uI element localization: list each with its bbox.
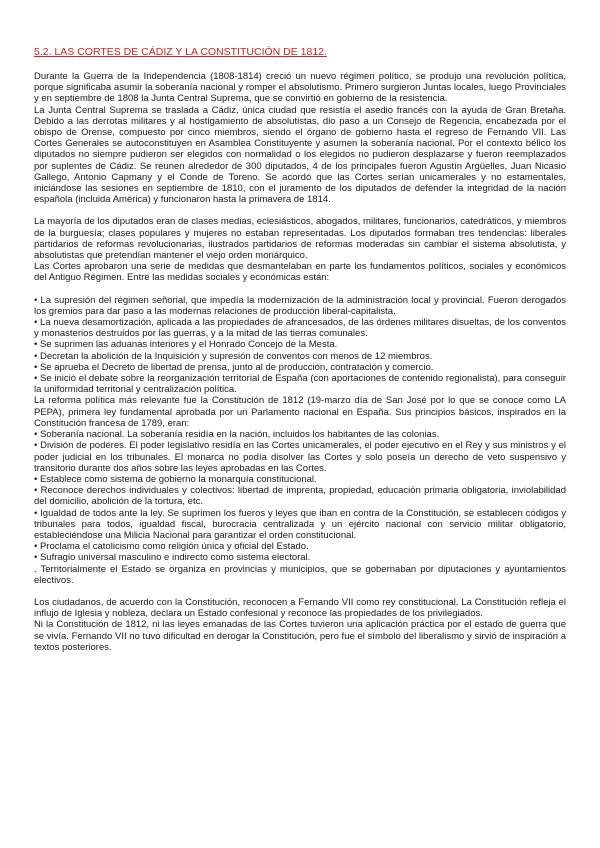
document-page	[34, 46, 566, 653]
paragraph: Las Cortes aprobaron una serie de medidas que desmantelaban en parte los fundamentos políticos, sociales y económicos del Antiguo Régimen. Entre las medidas sociales y económicas están:	[34, 261, 566, 284]
list-item: • Igualdad de todos ante la ley. Se suprimen los fueros y leyes que iban en contra de la Constitución, se establecen códigos y tribunales para todos, igualdad fiscal, burocracia centralizada y un ejército nacional con servicio militar obligatorio, estableciéndose una Milicia Nacional para garantizar el orden constitucional.	[34, 507, 566, 541]
list-item: • Se inició el debate sobre la reorganización territorial de España (con aportaciones de contenido regionalista), para conseguir la uniformidad territorial y centralización política.	[34, 373, 566, 396]
list-item: • La supresión del régimen señorial, que impedía la modernización de la administración local y provincial. Fueron derogados los gremios para dar paso a las modernas relaciones de producción liberal-capitalista.	[34, 294, 566, 317]
list-item: • Decretan la abolición de la Inquisición y supresión de conventos con menos de 12 miembros.	[34, 350, 433, 362]
list-item: • Reconoce derechos individuales y colectivos: libertad de imprenta, propiedad, educación primaria obligatoria, inviolabilidad del domicilio, abolición de la tortura, etc.	[34, 485, 566, 508]
section-conclusion	[34, 597, 566, 653]
section-title: 5.2. LAS CORTES DE CÁDIZ Y LA CONSTITUCIÓN DE 1812.	[34, 46, 327, 58]
list-item: • Proclama el catolicismo como religión única y oficial del Estado.	[34, 541, 309, 553]
paragraph: La reforma política más relevante fue la Constitución de 1812 (19-marzo día de San José por lo que se conoce como LA PEPA), primera ley fundamental aprobada por un Parlamento nacional en España. Sus principios básicos, inspirados en la Constitución francesa de 1789, eran:	[34, 395, 566, 429]
list-item: • Sufragio universal masculino e indirecto como sistema electoral.	[34, 552, 311, 564]
paragraph: La mayoría de los diputados eran de clases medias, eclesiásticos, abogados, militares, funcionarios, catedráticos, y miembros de la burguesía; clases populares y mujeres no estaban representadas. Los diputados formaban tres tendencias: liberales partidarios de reformas revolucionarias, ilustrados partidarios de reformas moderadas sin cambiar el sistema absolutista, y absolutistas que pretendían mantener el viejo orden monárquico.	[34, 216, 566, 262]
paragraph: Durante la Guerra de la Independencia (1808-1814) creció un nuevo régimen político, se produjo una revolución política, porque significaba asumir la soberanía nacional y romper el absolutismo. Primero surgieron Juntas locales, luego Provinciales y en septiembre de 1808 la Junta Central Suprema, que se convirtió en gobierno de la resistencia.	[34, 71, 566, 105]
paragraph: La Junta Central Suprema se traslada a Cádiz, única ciudad que resistía el asedio francés con la ayuda de Gran Bretaña. Debido a las derrotas militares y al hostigamiento de absolutistas, dio paso a un Consejo de Regencia, encabezada por el obispo de Orense, compuesto por cinco miembros, siendo el órgano de gobierno hasta el regreso de Fernando VII. Las Cortes Generales se autoconstituyen en Asamblea Constituyente y asumen la soberanía nacional. Por el contexto bélico los diputados no siempre pudieron ser elegidos con normalidad o los elegidos no pudieron desplazarse y fueron reemplazados por suplentes de Cádiz. Se reunen alrededor de 300 diputados, 4 de los principales fueron Agustín Argüelles, Juan Nicasio Gallego, Antonio Capmany y el Conde de Toreno. Se acordó que las Cortes serían unicamerales y no estamentales, iniciándose las sesiones en septiembre de 1810, con el juramento de los diputados de defender la integridad de la nación española (incluida América) y funcionaron hasta la primavera de 1814.	[34, 104, 566, 206]
section-measures	[34, 295, 566, 586]
list-item: • División de poderes. El poder legislativo residía en las Cortes unicamerales, el poder ejecutivo en el Rey y sus ministros y el poder judicial en los tribunales. El monarca no podía disolver las Cortes y solo poseía un derecho de veto suspensivo y transitorio durante dos años sobre las leyes aprobadas en las Cortes.	[34, 440, 566, 474]
list-item: • Se aprueba el Decreto de libertad de prensa, junto al de producción, contratación y comercio.	[34, 361, 434, 373]
list-item: • Se suprimen las aduanas interiores y el Honrado Concejo de la Mesta.	[34, 339, 338, 351]
section-deputies	[34, 216, 566, 283]
list-item: . Territorialmente el Estado se organiza en provincias y municipios, que se gobernaban por diputaciones y ayuntamientos electivos.	[34, 563, 566, 586]
list-item: • Establece como sistema de gobierno la monarquía constitucional.	[34, 473, 317, 485]
list-item: • Soberanía nacional. La soberanía residía en la nación, incluidos los habitantes de las colonias.	[34, 429, 440, 441]
list-item: • La nueva desamortización, aplicada a las propiedades de afrancesados, de las órdenes militares disueltas, de los conventos y monasterios destruidos por las guerras, y a la mitad de las tierras comunales.	[34, 317, 566, 340]
paragraph: Ni la Constitución de 1812, ni las leyes emanadas de las Cortes tuvieron una aplicación práctica por el estado de guerra que se vivía. Fernando VII no tuvo dificultad en derogar la Constitución, pero fue el símbolo del liberalismo y sirvió de inspiración a textos posteriores.	[34, 619, 566, 653]
paragraph: Los ciudadanos, de acuerdo con la Constitución, reconocen a Fernando VII como rey constitucional. La Constitución refleja el influjo de Iglesia y nobleza, declara un Estado confesional y reconoce las propiedades de los privilegiados.	[34, 596, 566, 620]
section-introduction	[34, 71, 566, 205]
